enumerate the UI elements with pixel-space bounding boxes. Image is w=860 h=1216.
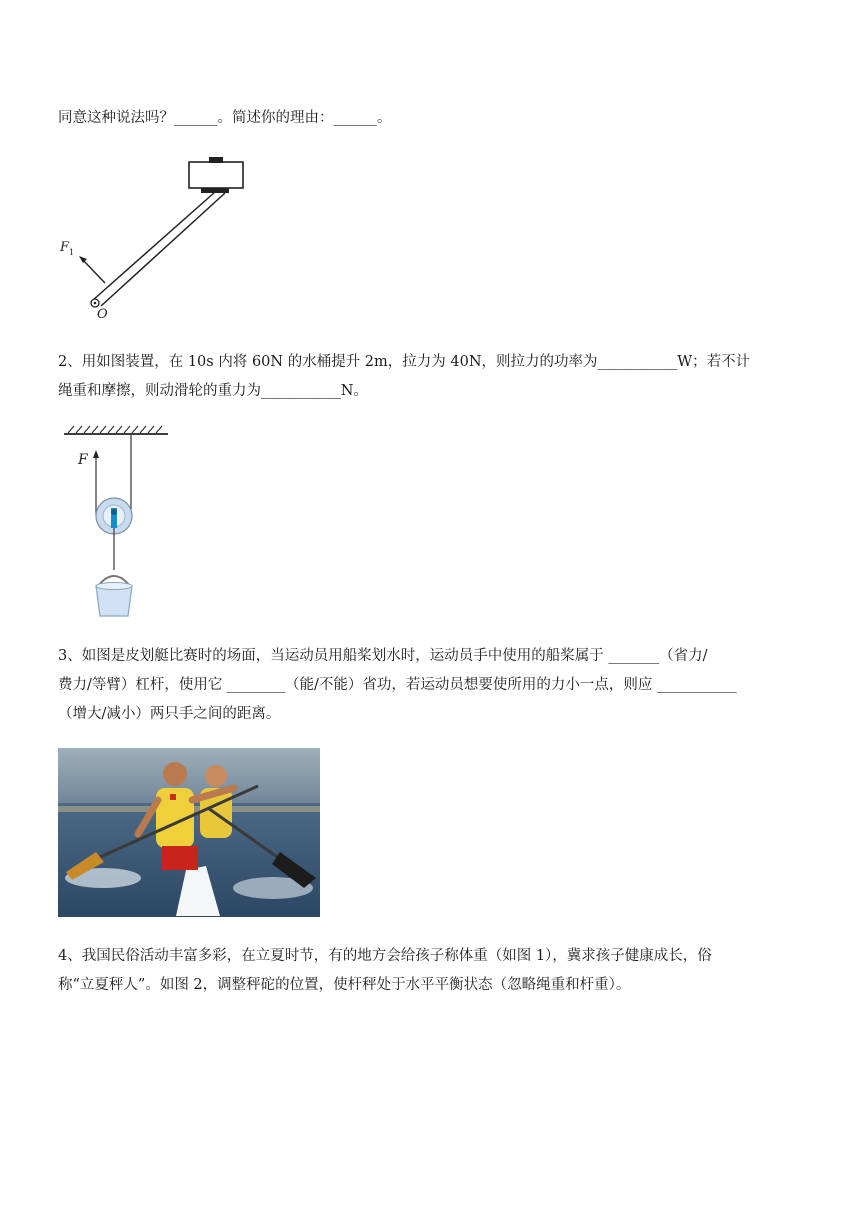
pulley-figure <box>58 420 178 625</box>
force-label: F <box>60 240 70 255</box>
q2-line2: 绳重和摩擦，则动滑轮的重力为___________N。 <box>58 383 368 399</box>
q3-line1: 3、如图是皮划艇比赛时的场面，当运动员用船桨划水时，运动员手中使用的船桨属于 _______（省力/ <box>58 648 708 664</box>
box <box>189 162 243 188</box>
force-arrow <box>82 259 105 283</box>
box-top-clip <box>209 157 223 163</box>
lever-diagram <box>79 157 243 307</box>
q4-line1: 4、我国民俗活动丰富多彩，在立夏时节，有的地方会给孩子称体重（如图 1），冀求孩子健康成长，俗 <box>58 948 712 964</box>
q3-line3: （增大/减小）两只手之间的距离。 <box>58 706 281 722</box>
q3-line2: 费力/等臂）杠杆，使用它 ________（能/不能）省功，若运动员想要使所用的力小一点，则应 ___________ <box>58 677 737 693</box>
q2-line1: 2、用如图装置，在 10s 内将 60N 的水桶提升 2m，拉力为 40N，则拉力的功率为___________W；若不计 <box>58 354 751 370</box>
force-subscript: 1 <box>69 248 75 257</box>
q4-line2: 称“立夏秤人”。如图 2，调整秤砣的位置，使杆秤处于水平平衡状态（忽略绳重和杆重）。 <box>58 977 631 993</box>
bucket <box>96 586 132 616</box>
pulley-force-label: F <box>78 452 88 468</box>
q1-text: 同意这种说法吗？______。简述你的理由：______。 <box>58 110 392 126</box>
kayak-photo <box>58 748 320 917</box>
lever-figure <box>55 152 255 322</box>
pivot-label: O <box>97 307 108 322</box>
